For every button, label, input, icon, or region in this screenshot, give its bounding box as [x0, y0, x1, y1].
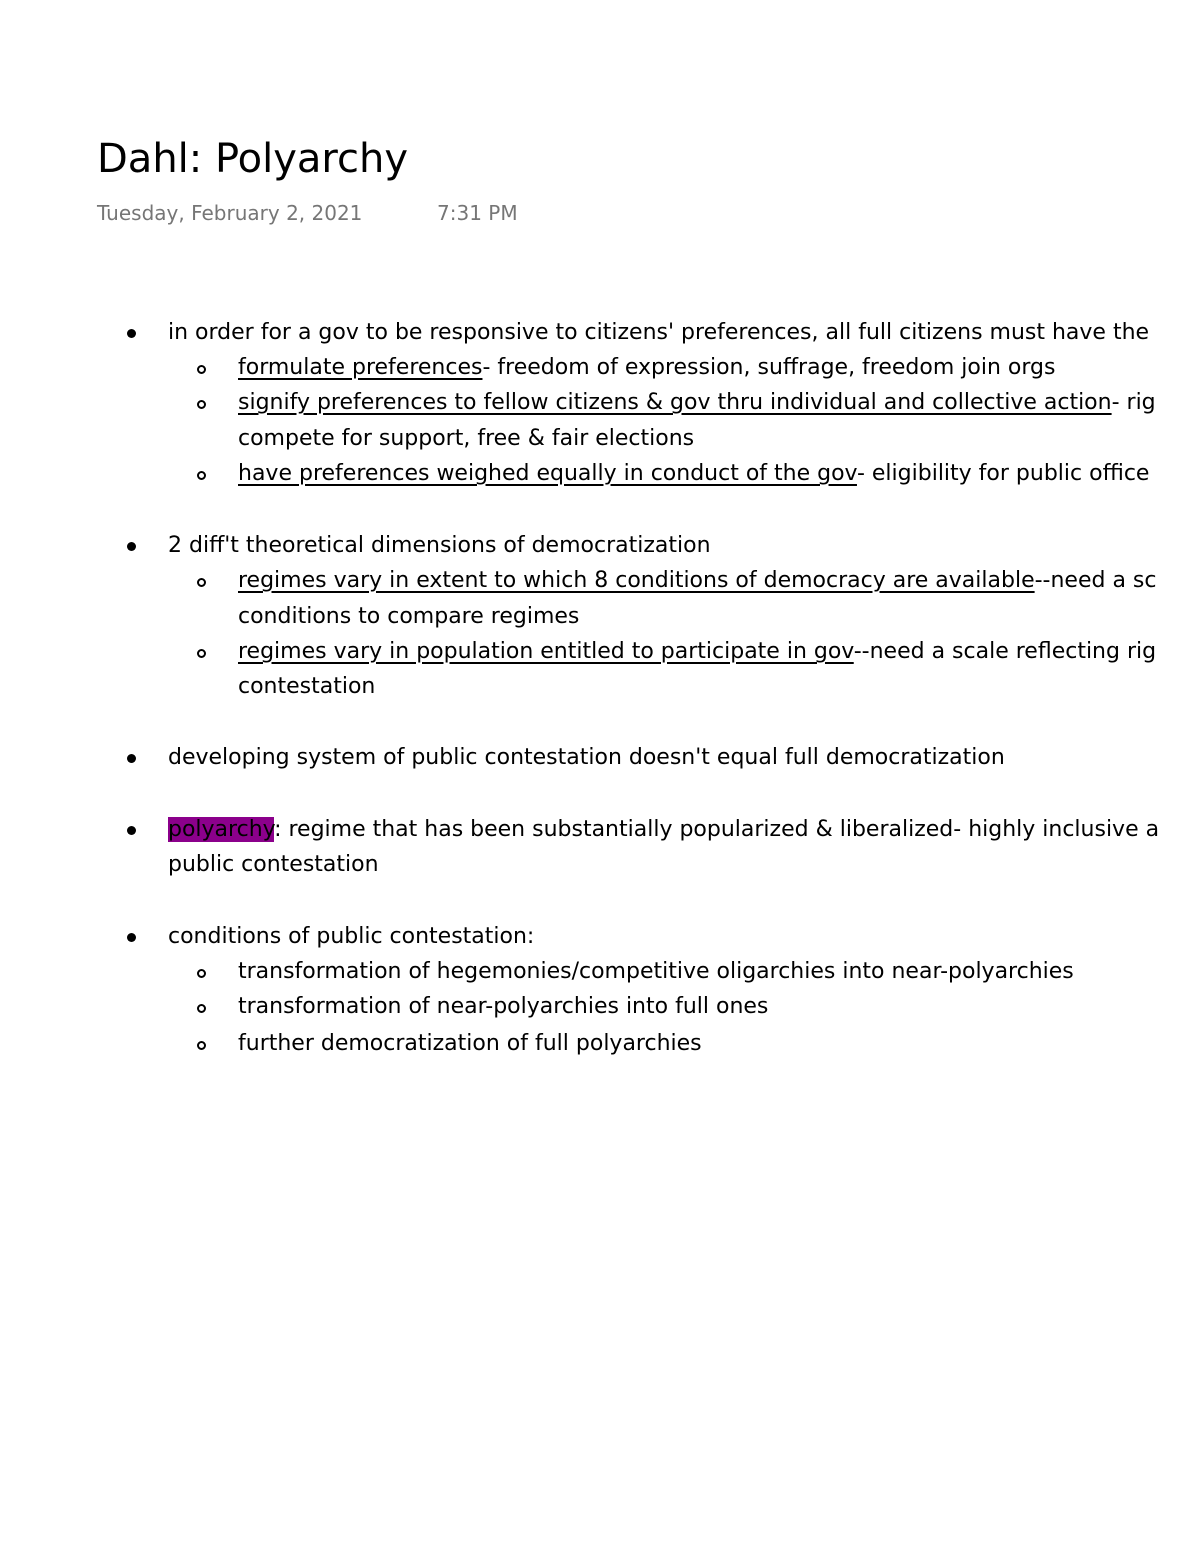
circle-bullet-icon [197, 400, 206, 409]
bullet-icon [127, 542, 136, 551]
underlined-term: regimes vary in population entitled to participate in gov [238, 639, 854, 664]
underlined-term: have preferences weighed equally in conduct of the gov [238, 461, 857, 486]
page-time: 7:31 PM [437, 201, 518, 225]
list-item: developing system of public contestation doesn't equal full democratization [168, 745, 1005, 770]
list-item-continuation: compete for support, free & fair elections [238, 426, 695, 451]
bullet-icon [127, 754, 136, 763]
highlighted-term: polyarchy [168, 817, 275, 842]
bullet-icon [127, 933, 136, 942]
item-text: : regime that has been substantially popularized & liberalized- highly inclusive a [274, 817, 1160, 842]
list-item [238, 456, 1149, 491]
page-date: Tuesday, February 2, 2021 [97, 201, 363, 225]
underlined-term: regimes vary in extent to which 8 conditions of democracy are available [238, 568, 1035, 593]
bullet-icon [127, 826, 136, 835]
list-item-continuation: conditions to compare regimes [238, 604, 580, 629]
circle-bullet-icon [197, 578, 206, 587]
circle-bullet-icon [197, 1041, 206, 1050]
circle-bullet-icon [197, 649, 206, 658]
circle-bullet-icon [197, 365, 206, 374]
bullet-icon [127, 329, 136, 338]
list-item-continuation: public contestation [168, 852, 379, 877]
circle-bullet-icon [197, 1004, 206, 1013]
item-text: - freedom of expression, suffrage, freedom join orgs [482, 355, 1056, 380]
list-item: in order for a gov to be responsive to citizens' preferences, all full citizens must have the [168, 320, 1150, 345]
list-item [238, 350, 1055, 385]
item-text: --need a scale reflecting rig [853, 639, 1157, 664]
list-item: 2 diff't theoretical dimensions of democratization [168, 533, 711, 558]
item-text: --need a sc [1034, 568, 1157, 593]
list-item [168, 812, 1159, 847]
circle-bullet-icon [197, 471, 206, 480]
list-item: transformation of hegemonies/competitive oligarchies into near-polyarchies [238, 959, 1074, 984]
list-item-continuation: contestation [238, 674, 376, 699]
page-title: Dahl: Polyarchy [97, 136, 409, 182]
list-item: transformation of near-polyarchies into full ones [238, 994, 769, 1019]
list-item [238, 634, 1156, 669]
circle-bullet-icon [197, 969, 206, 978]
underlined-term: formulate preferences [238, 355, 483, 380]
list-item [238, 563, 1157, 598]
item-text: - eligibility for public office [856, 461, 1150, 486]
list-item: conditions of public contestation: [168, 924, 535, 949]
list-item: further democratization of full polyarchies [238, 1031, 702, 1056]
list-item [238, 385, 1156, 420]
item-text: - rig [1111, 390, 1156, 415]
underlined-term: signify preferences to fellow citizens & gov thru individual and collective action [238, 390, 1112, 415]
